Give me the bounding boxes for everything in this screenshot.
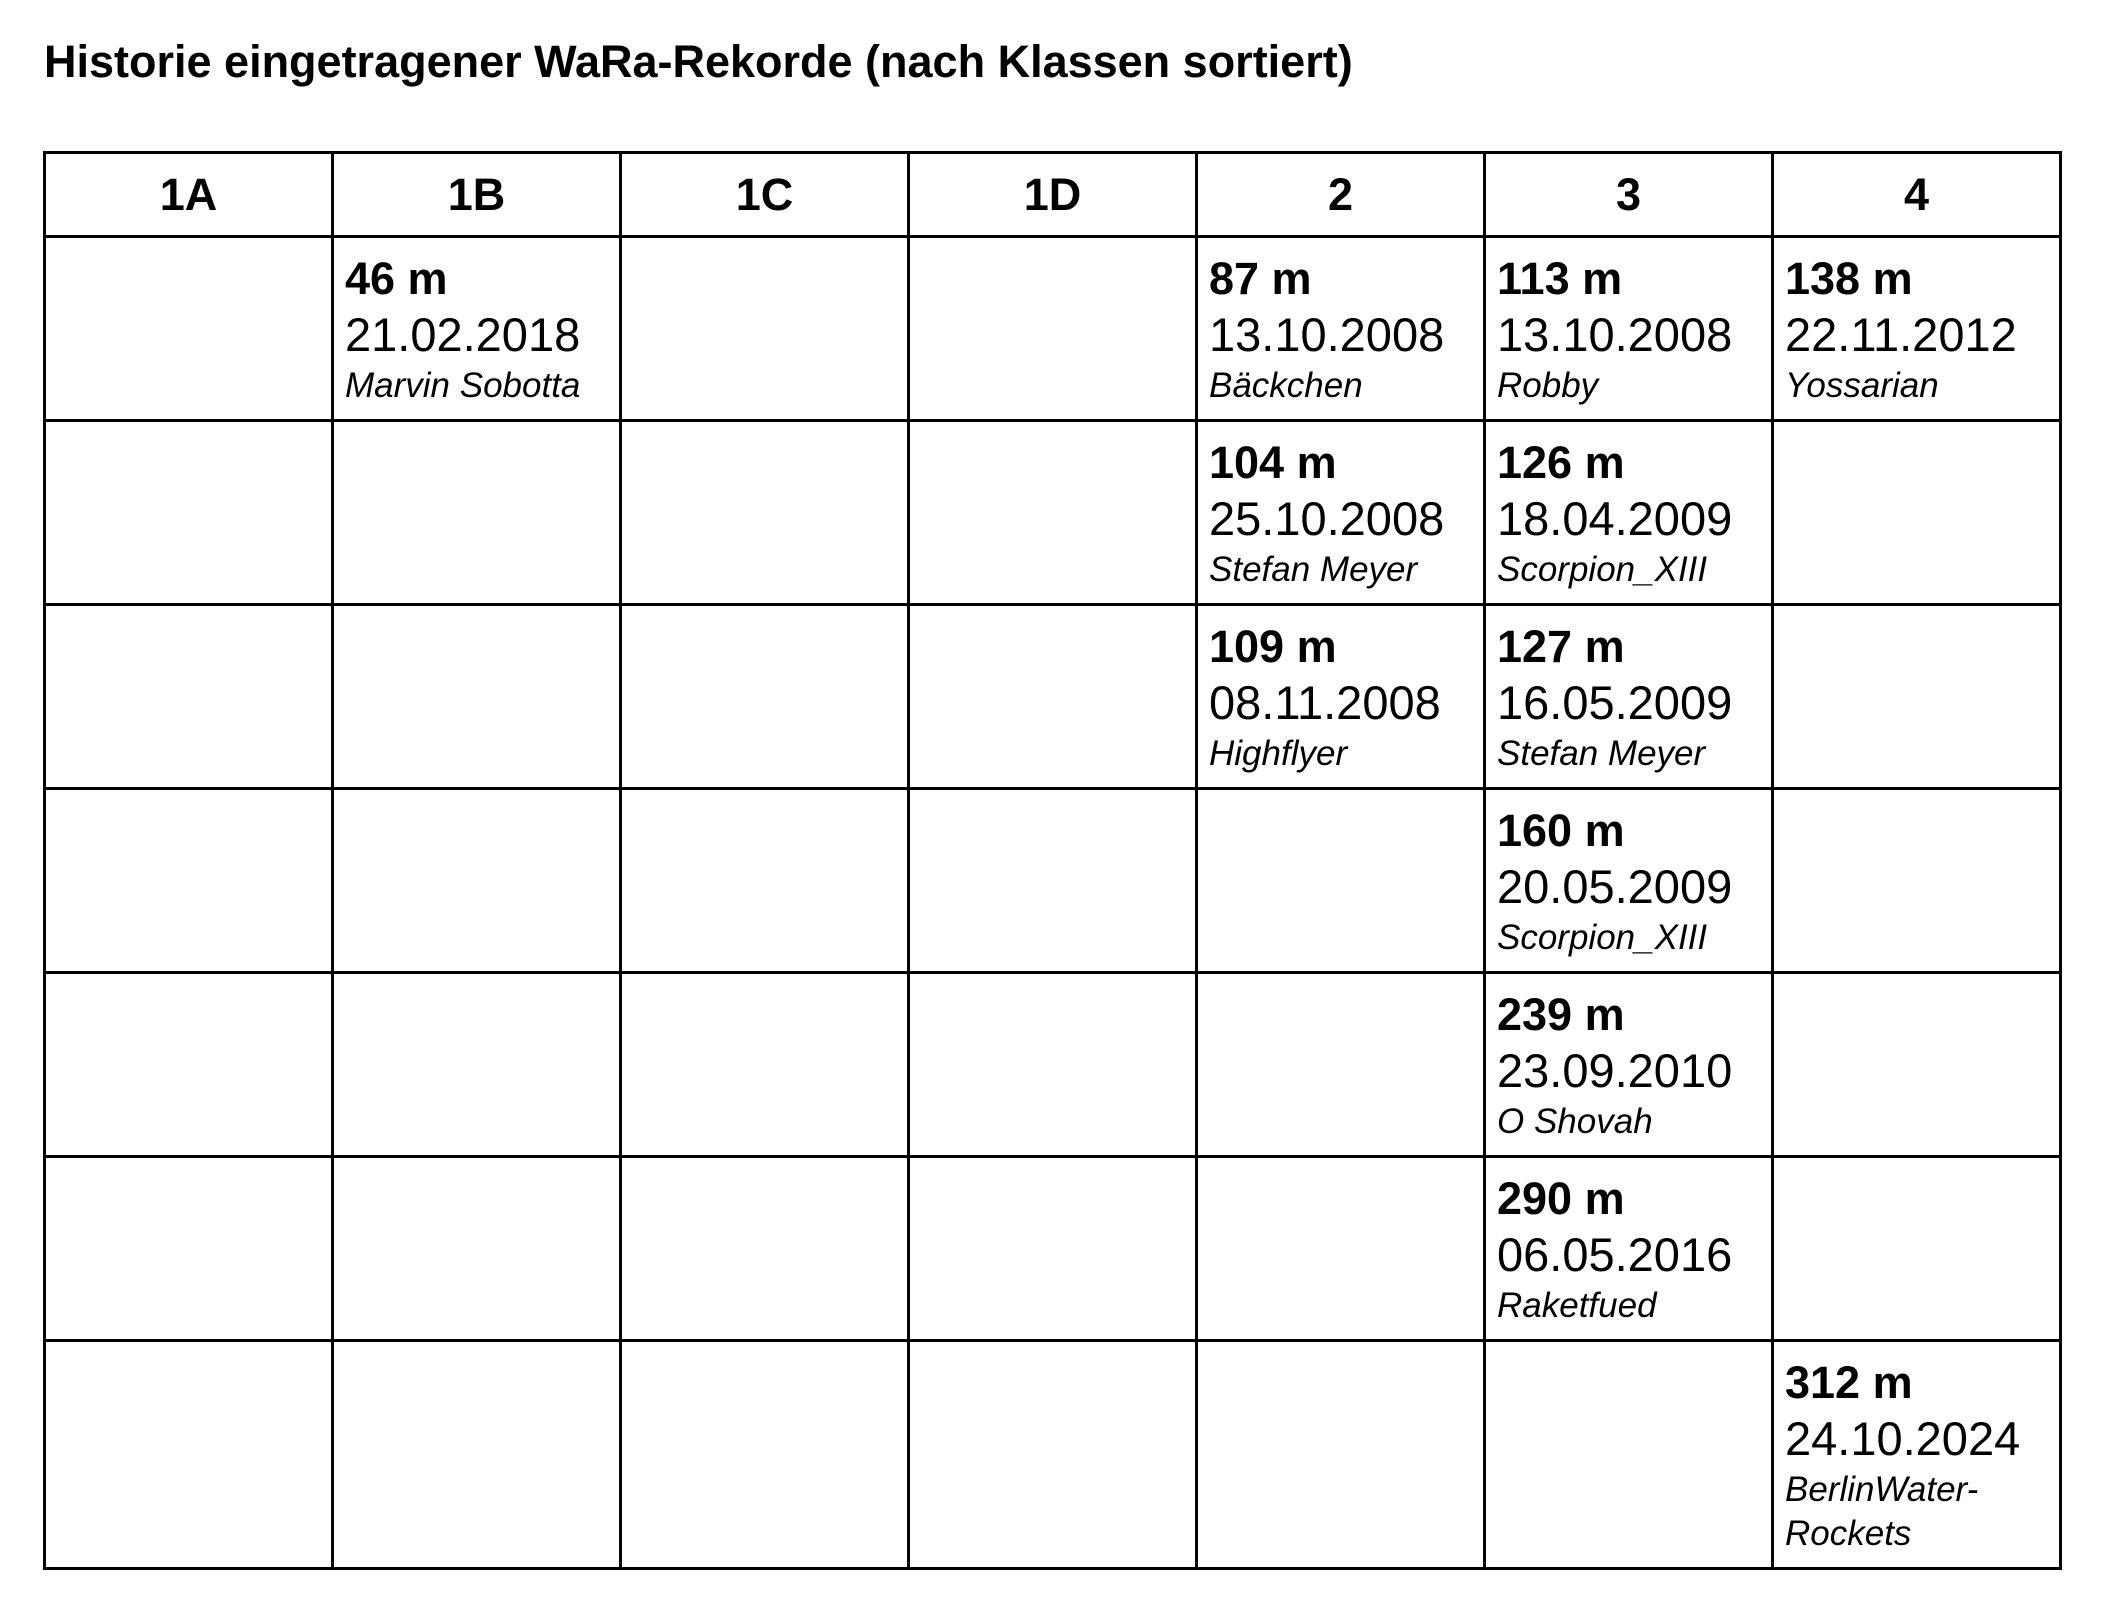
record-entry: [1198, 422, 1483, 592]
record-entry: [1486, 790, 1771, 960]
record-holder-name: Bäckchen: [1209, 366, 1363, 405]
record-holder-name: Scorpion_XIII: [1497, 550, 1708, 589]
record-cell-1b: [333, 237, 621, 421]
record-date: 22.11.2012: [1785, 308, 2017, 361]
record-cell-1a: [45, 1341, 333, 1569]
record-cell-4: [1773, 421, 2061, 605]
record-cell-1d: [909, 1341, 1197, 1569]
record-distance: 312 m: [1785, 1357, 1913, 1408]
record-holder-name: Robby: [1497, 366, 1599, 405]
header-row: [45, 153, 2061, 237]
record-cell-3: [1485, 1341, 1773, 1569]
record-cell-1a: [45, 421, 333, 605]
record-cell-3: [1485, 1157, 1773, 1341]
record-cell-1a: [45, 789, 333, 973]
record-cell-1c: [621, 237, 909, 421]
record-distance: 160 m: [1497, 805, 1625, 856]
record-entry: [1486, 606, 1771, 776]
record-cell-4: [1773, 237, 2061, 421]
record-cell-1a: [45, 1157, 333, 1341]
record-cell-1a: [45, 237, 333, 421]
column-header-2: 2: [1197, 153, 1485, 237]
table-row: [45, 421, 2061, 605]
column-header-1c: 1C: [621, 153, 909, 237]
record-cell-2: [1197, 973, 1485, 1157]
record-distance: 138 m: [1785, 253, 1913, 304]
record-cell-1d: [909, 237, 1197, 421]
record-date: 24.10.2024: [1785, 1412, 2021, 1465]
record-date: 25.10.2008: [1209, 492, 1445, 545]
record-cell-1b: [333, 1157, 621, 1341]
record-entry: [1486, 422, 1771, 592]
record-holder-name: Stefan Meyer: [1497, 734, 1706, 773]
record-cell-1b: [333, 973, 621, 1157]
record-distance: 113 m: [1497, 253, 1623, 304]
record-distance: 290 m: [1497, 1173, 1625, 1224]
record-holder-name: BerlinWater-: [1785, 1470, 1979, 1509]
record-cell-1b: [333, 789, 621, 973]
record-distance: 127 m: [1497, 621, 1625, 672]
record-date: 23.09.2010: [1497, 1044, 1733, 1097]
record-cell-3: [1485, 237, 1773, 421]
record-entry: [334, 238, 619, 408]
record-entry: [1486, 974, 1771, 1144]
record-cell-1a: [45, 973, 333, 1157]
record-date: 16.05.2009: [1497, 676, 1733, 729]
record-cell-4: [1773, 789, 2061, 973]
record-cell-1b: [333, 605, 621, 789]
record-cell-4: [1773, 605, 2061, 789]
column-header-3: 3: [1485, 153, 1773, 237]
record-date: 21.02.2018: [345, 308, 581, 361]
record-holder-name: Marvin Sobotta: [345, 366, 581, 405]
record-cell-1c: [621, 1157, 909, 1341]
record-distance: 87 m: [1209, 253, 1312, 304]
record-cell-2: [1197, 789, 1485, 973]
record-cell-2: [1197, 237, 1485, 421]
record-cell-2: [1197, 605, 1485, 789]
record-distance: 104 m: [1209, 437, 1337, 488]
record-cell-3: [1485, 605, 1773, 789]
column-header-1a: 1A: [45, 153, 333, 237]
record-cell-1d: [909, 605, 1197, 789]
record-holder-name: O Shovah: [1497, 1102, 1653, 1141]
record-cell-4: [1773, 973, 2061, 1157]
record-holder-name: Scorpion_XIII: [1497, 918, 1708, 957]
record-cell-1c: [621, 789, 909, 973]
record-cell-1d: [909, 789, 1197, 973]
record-distance: 126 m: [1497, 437, 1625, 488]
record-cell-2: [1197, 1341, 1485, 1569]
record-distance: 46 m: [345, 253, 448, 304]
records-table: [43, 151, 2062, 1570]
record-entry: [1486, 1158, 1771, 1328]
table-row: [45, 1341, 2061, 1569]
record-cell-3: [1485, 973, 1773, 1157]
record-cell-2: [1197, 1157, 1485, 1341]
record-distance: 109 m: [1209, 621, 1337, 672]
table-row: [45, 1157, 2061, 1341]
record-cell-1c: [621, 973, 909, 1157]
record-date: 06.05.2016: [1497, 1228, 1733, 1281]
record-cell-1a: [45, 605, 333, 789]
record-holder-name: Raketfued: [1497, 1286, 1657, 1325]
record-distance: 239 m: [1497, 989, 1625, 1040]
record-entry: [1774, 1342, 2059, 1556]
record-cell-1c: [621, 1341, 909, 1569]
record-cell-1d: [909, 421, 1197, 605]
record-entry: [1774, 238, 2059, 408]
table-row: [45, 237, 2061, 421]
table-row: [45, 973, 2061, 1157]
record-cell-1c: [621, 421, 909, 605]
table-row: [45, 789, 2061, 973]
record-cell-1d: [909, 1157, 1197, 1341]
record-date: 20.05.2009: [1497, 860, 1733, 913]
column-header-4: 4: [1773, 153, 2061, 237]
record-holder-name: Highflyer: [1209, 734, 1348, 773]
record-cell-3: [1485, 421, 1773, 605]
record-cell-1b: [333, 421, 621, 605]
record-cell-3: [1485, 789, 1773, 973]
column-header-1d: 1D: [909, 153, 1197, 237]
record-entry: [1486, 238, 1771, 408]
column-header-1b: 1B: [333, 153, 621, 237]
record-date: 13.10.2008: [1497, 308, 1733, 361]
record-holder-name: Yossarian: [1785, 366, 1939, 405]
record-cell-1c: [621, 605, 909, 789]
record-entry: [1198, 238, 1483, 408]
record-cell-4: [1773, 1341, 2061, 1569]
record-cell-4: [1773, 1157, 2061, 1341]
record-cell-1d: [909, 973, 1197, 1157]
record-cell-2: [1197, 421, 1485, 605]
record-date: 13.10.2008: [1209, 308, 1445, 361]
record-entry: [1198, 606, 1483, 776]
record-cell-1b: [333, 1341, 621, 1569]
record-holder-name: Rockets: [1785, 1514, 1912, 1553]
record-date: 08.11.2008: [1209, 676, 1441, 729]
record-date: 18.04.2009: [1497, 492, 1733, 545]
page-title: Historie eingetragener WaRa-Rekorde (nach Klassen sortiert): [44, 36, 1353, 87]
record-holder-name: Stefan Meyer: [1209, 550, 1418, 589]
table-row: [45, 605, 2061, 789]
